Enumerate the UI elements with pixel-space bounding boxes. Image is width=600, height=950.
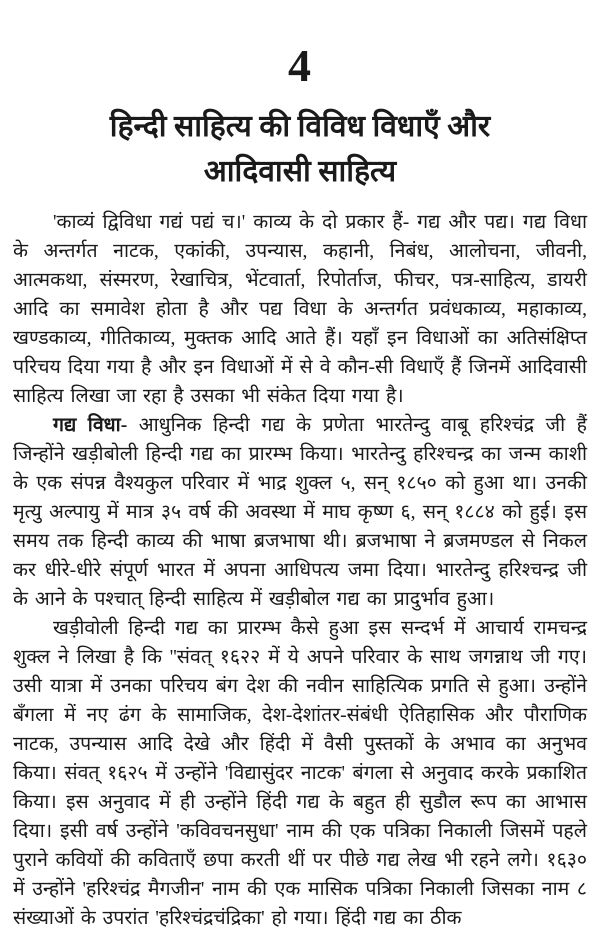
chapter-number: 4 [288,40,312,91]
page-title [13,104,587,194]
page-title-line-2: आदिवासी साहित्य [203,155,397,188]
body-paragraph: खड़ीवोली हिन्दी गद्य का प्रारम्भ कैसे हुआ इस सन्दर्भ में आचार्य रामचन्द्र शुक्ल ने लिखा है कि ''संवत् १६२२ में ये अपने परिवार के साथ जगन्नाथ जी गए। उसी यात्रा में उनका परिचय बंग देश की नवीन साहित्यिक प्रगति से हुआ। उन्होंने बँगला में नए ढंग के सामाजिक, देश-देशांतर-संबंधी ऐतिहासिक और पौराणिक नाटक, उपन्यास आदि देखे और हिंदी में वैसी पुस्तकों के अभाव का अनुभव किया। संवत् १६२५ में उन्होंने 'विद्यासुंदर नाटक' बंगला से अनुवाद करके प्रकाशित किया। इस अनुवाद में ही उन्होंने हिंदी गद्य के बहुत ही सुडौल रूप का आभास दिया। इसी वर्ष उन्होंने 'कविवचनसुधा' नाम की एक पत्रिका निकाली जिसमें पहले पुराने कवियों की कविताएँ छपा करती थीं पर पीछे गद्य लेख भी रहने लगे। १६३० में उन्होंने 'हरिश्चंद्र मैगजीन' नाम की एक मासिक पत्रिका निकाली जिसका नाम ८ संख्याओं के उपरांत 'हरिश्चंद्रचंद्रिका' हो गया। हिंदी गद्य का ठीक [13,618,587,929]
body-paragraph: 'काव्यं द्विविधा गद्यं पद्यं च।' काव्य के दो प्रकार हैं- गद्य और पद्य। गद्य विधा के अन्तर्गत नाटक, एकांकी, उपन्यास, कहानी, निबंध, आलोचना, जीवनी, आत्मकथा, संस्मरण, रेखाचित्र, भेंटवार्ता, रिपोर्ताज, फीचर, पत्र-साहित्य, डायरी आदि का समावेश होता है और पद्य विधा के अन्तर्गत प्रवंधकाव्य, महाकाव्य, खण्डकाव्य, गीतिकाव्य, मुक्तक आदि आते हैं। यहाँ इन विधाओं का अतिसंक्षिप्त परिचय दिया गया है और इन विधाओं में से वे कौन-सी विधाएँ हैं जिनमें आदिवासी साहित्य लिखा जा रहा है उसका भी संकेत दिया गया है। [13,212,587,407]
paragraph-lead: गद्य विधा- [53,415,128,436]
body-paragraph [13,411,587,614]
body-text [13,208,587,933]
page-title-line-1: हिन्दी साहित्य की विविध विधाएँ और [109,110,491,143]
paragraph-text: आधुनिक हिन्दी गद्य के प्रणेता भारतेन्दु वाबू हरिश्चंद्र जी हैं जिन्होंने खड़ीबोली हिन्दी गद्य का प्रारम्भ किया। भारतेन्दु हरिश्चन्द्र का जन्म काशी के एक संपन्न वैश्यकुल परिवार में भाद्र शुक्ल ५, सन् १८५० को हुआ था। उनकी मृत्यु अल्पायु में मात्र ३५ वर्ष की अवस्था में माघ कृष्ण ६, सन् १८८४ को हुई। इस समय तक हिन्दी काव्य की भाषा ब्रजभाषा थी। ब्रजभाषा ने ब्रजमण्डल से निकल कर धीरे-धीरे संपूर्ण भारत में अपना आधिपत्य जमा दिया। भारतेन्दु हरिश्चन्द्र जी के आने के पश्चात् हिन्दी साहित्य में खड़ीबोल गद्य का प्रादुर्भाव हुआ। [13,415,587,610]
